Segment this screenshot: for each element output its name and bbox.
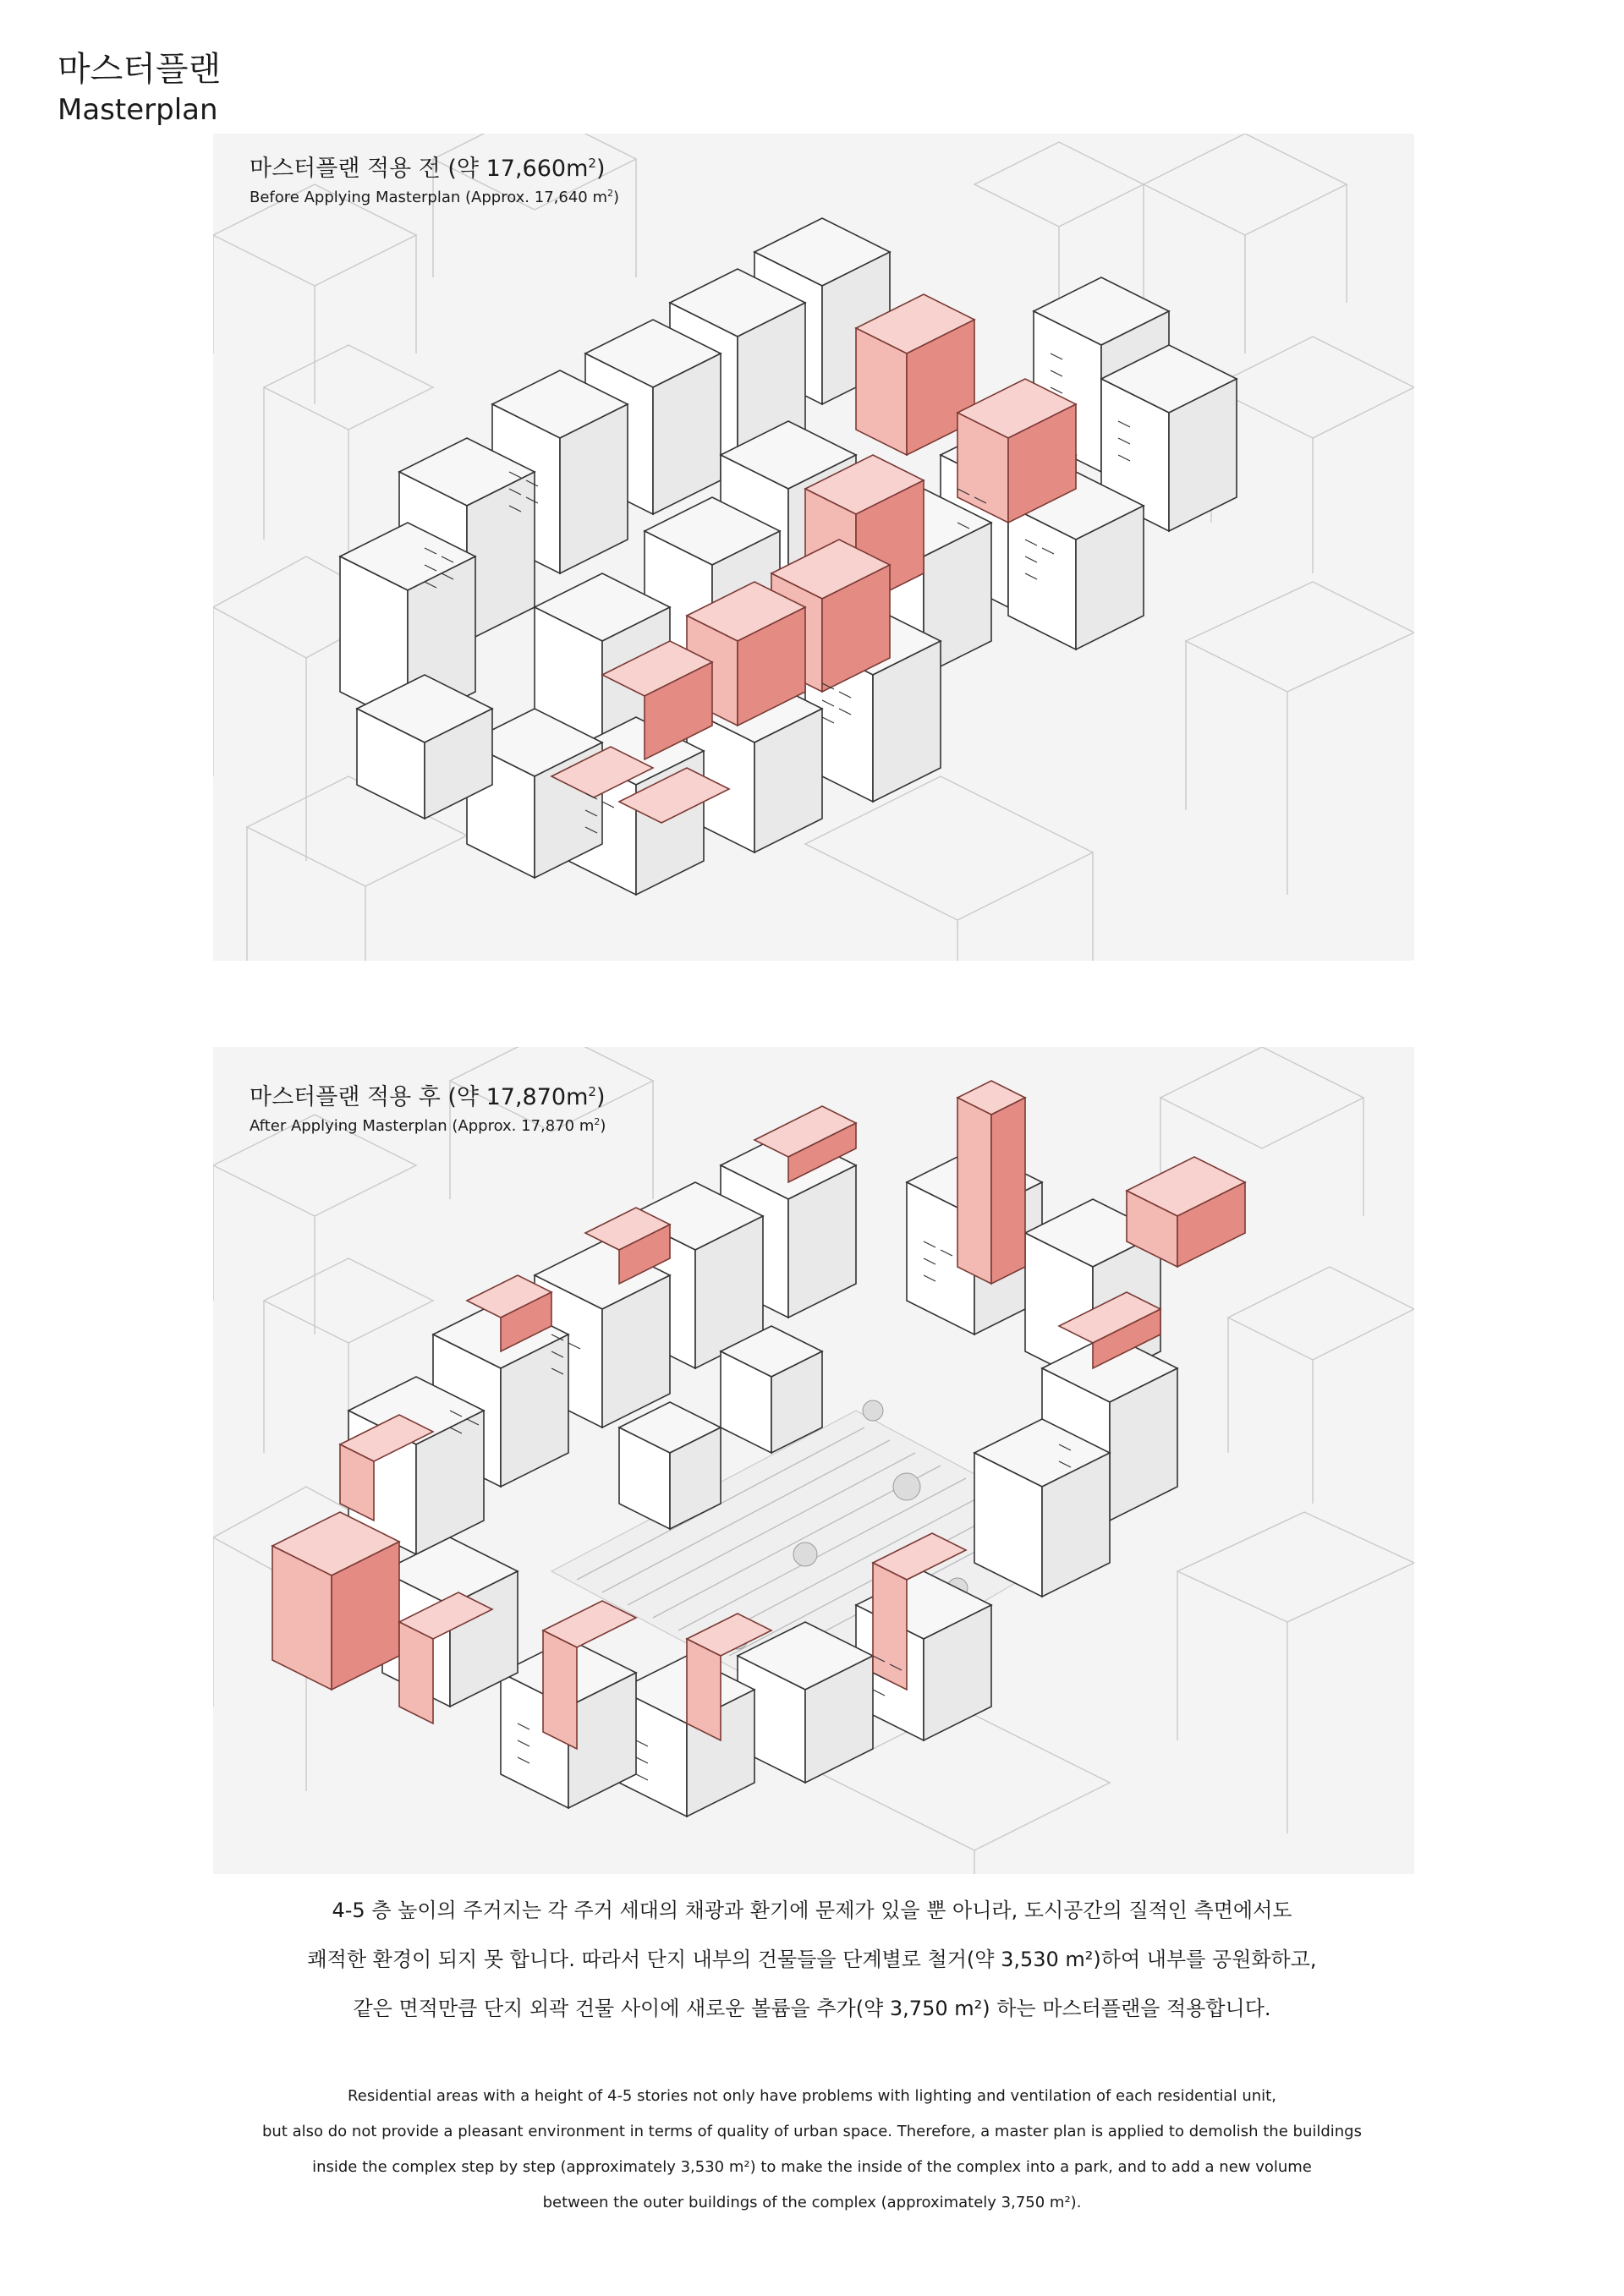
- before-existing-buildings: [340, 218, 1237, 895]
- before-caption-ko: 마스터플랜 적용 전 (약 $17,660m^2$): [250, 156, 606, 182]
- page-title-ko: 마스터플랜: [58, 50, 222, 89]
- description-ko-line: 4-5 층 높이의 주거지는 각 주거 세대의 채광과 환기에 문제가 있을 뿐 아니라, 도시공간의 질적인 측면에서도: [332, 1899, 1292, 1922]
- after-caption-en: After Applying Masterplan (Approx. 17,870 $m^2$): [250, 1116, 606, 1135]
- after-caption: [250, 1077, 606, 1137]
- after-masterplan-diagram: [213, 1047, 1414, 1874]
- before-masterplan-diagram: [213, 134, 1414, 961]
- page-title-en: Masterplan: [58, 93, 218, 127]
- after-masterplan-panel: [213, 1047, 1414, 1874]
- after-caption-ko: 마스터플랜 적용 후 (약 $17,870m^2$): [250, 1084, 606, 1110]
- description-ko-line: 같은 면적만큼 단지 외곽 건물 사이에 새로운 볼륨을 추가(약 3,750 m²) 하는 마스터플랜을 적용합니다.: [353, 1997, 1271, 2020]
- description-en-line: Residential areas with a height of 4-5 stories not only have problems with lighting and ventilation of each residential unit,: [348, 2087, 1276, 2105]
- before-masterplan-panel: [213, 134, 1414, 961]
- description-en: [0, 2079, 1624, 2221]
- description-en-line: inside the complex step by step (approximately 3,530 m²) to make the inside of the complex into a park, and to add a new volume: [312, 2158, 1312, 2176]
- description-ko-line: 쾌적한 환경이 되지 못 합니다. 따라서 단지 내부의 건물들을 단계별로 철거(약 3,530 m²)하여 내부를 공원화하고,: [307, 1948, 1317, 1971]
- description-ko: [0, 1886, 1624, 2033]
- description-en-line: but also do not provide a pleasant environment in terms of quality of urban space. Therefore, a master plan is applied to demolish the buildings: [262, 2123, 1362, 2140]
- description-en-line: between the outer buildings of the complex (approximately 3,750 m²).: [542, 2194, 1082, 2211]
- before-caption-en: Before Applying Masterplan (Approx. 17,640 $m^2$): [250, 188, 620, 206]
- before-caption: [250, 149, 619, 208]
